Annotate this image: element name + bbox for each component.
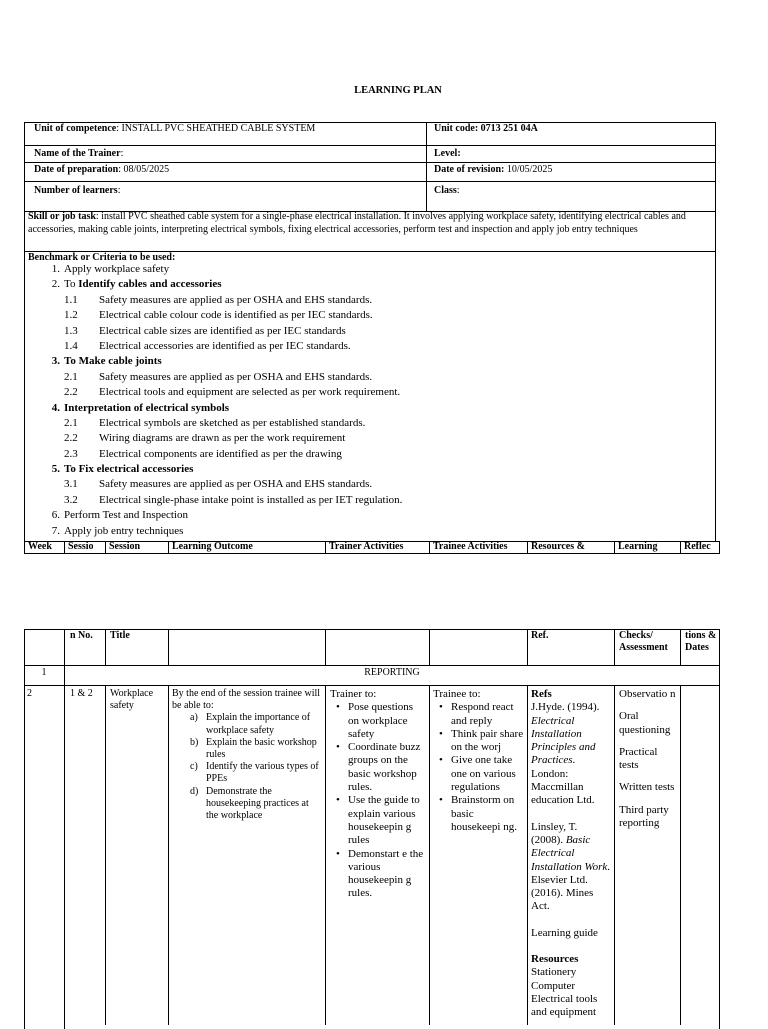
- date-of-preparation: Date of preparation: 08/05/2025: [34, 164, 170, 175]
- col-header-5: Trainer Activities: [329, 541, 404, 552]
- criteria-subitem: 3.1 Safety measures are applied as per OSHA and EHS standards.: [64, 478, 373, 491]
- skill-task: Skill or job task: install PVC sheathed cable system for a single-phase electrical installation. It involves applying workplace safety, identifying electrical cables and accessories, making cable joints, interpreting electrical symbols, fixing electrical accessories, perform test and inspection and apply job entry techniques: [28, 211, 686, 235]
- criteria-item: 3. To Make cable joints: [51, 355, 162, 368]
- reporting-week: 1: [41, 667, 47, 678]
- criteria-subitem: 2.1 Safety measures are applied as per OSHA and EHS standards.: [64, 370, 373, 383]
- row-checks: [619, 688, 679, 830]
- trainee-activity: • Think pair share on the worj: [437, 728, 525, 755]
- row-week: 2: [27, 688, 32, 699]
- row-trainee-activities: Trainee to: • Respond react and reply • Think pair share on the worj • Give one take one on various regulations • Brainstorm on basic housekeepi ng.: [433, 688, 525, 834]
- criteria-subitem: 1.4 Electrical accessories are identified as per IEC standards.: [64, 339, 351, 352]
- col-reflections-cont: tions & Dates: [685, 630, 717, 653]
- col-header-8: Learning: [618, 541, 658, 552]
- criteria-subitem: 2.3 Electrical components are identified as per the drawing: [64, 447, 342, 460]
- trainee-activity: • Brainstorm on basic housekeepi ng.: [437, 794, 525, 834]
- col-header-3: Session: [109, 541, 141, 552]
- unit-of-competence: Unit of competence: INSTALL PVC SHEATHED CABLE SYSTEM: [34, 123, 316, 134]
- number-of-learners: Number of learners:: [34, 185, 121, 196]
- learning-outcome-item: d) Demonstrate the housekeeping practices at the workplace: [190, 785, 309, 822]
- trainer-activity: • Pose questions on workplace safety: [334, 701, 425, 741]
- page-title: LEARNING PLAN: [354, 85, 442, 96]
- learning-outcome-item: a) Explain the importance of workplace safety: [190, 712, 311, 736]
- col-session-no-cont: n No.: [70, 630, 93, 641]
- col-header-6: Trainee Activities: [433, 541, 508, 552]
- row-trainer-activities: Trainer to: • Pose questions on workplace safety • Coordinate buzz groups on the basic workshop rules. • Use the guide to explain various housekeepin g rules • Demonstart e the various housekeepin g rules.: [330, 688, 425, 901]
- assessment-method: Third party reporting: [619, 803, 669, 830]
- col-ref-cont: Ref.: [531, 630, 549, 641]
- trainee-activity: • Respond react and reply: [437, 701, 525, 728]
- trainer-activity: • Use the guide to explain various housekeepin g rules: [334, 794, 425, 847]
- benchmark-list: [24, 262, 714, 539]
- assessment-method: Observatio n: [619, 688, 676, 700]
- unit-code: Unit code: 0713 251 04A: [434, 123, 538, 134]
- criteria-subitem: 1.1 Safety measures are applied as per OSHA and EHS standards.: [64, 293, 373, 306]
- col-checks-cont: Checks/ Assessment: [619, 630, 668, 653]
- trainee-activity: • Give one take one on various regulations: [437, 754, 525, 794]
- criteria-item: 4. Interpretation of electrical symbols: [51, 401, 230, 414]
- trainer-activity: • Demonstart e the various housekeepin g rules.: [334, 848, 425, 901]
- col-header-2: Sessio: [68, 541, 94, 552]
- assessment-method: Practical tests: [619, 745, 658, 772]
- criteria-subitem: 1.2 Electrical cable colour code is identified as per IEC standards.: [64, 309, 373, 322]
- criteria-subitem: 2.2 Electrical tools and equipment are selected as per work requirement.: [64, 386, 401, 399]
- col-header-4: Learning Outcome: [172, 541, 253, 552]
- criteria-item: 6. Perform Test and Inspection: [51, 509, 188, 522]
- row-title: Workplace safety: [110, 688, 154, 712]
- col-header-7: Resources &: [531, 541, 585, 552]
- assessment-method: Written tests: [619, 781, 675, 794]
- row-learning-outcome: By the end of the session trainee will be able to: a) Explain the importance of workplace safety b) Explain the basic workshop rules c) Identify the various types of PPEs d) Demonstrate the housekeeping practices at the workplace: [172, 688, 321, 822]
- criteria-subitem: 3.2 Electrical single-phase intake point is installed as per IET regulation.: [64, 493, 403, 506]
- criteria-subitem: 1.3 Electrical cable sizes are identified as per IEC standards: [64, 324, 346, 337]
- criteria-subitem: 2.2 Wiring diagrams are drawn as per the work requirement: [64, 432, 346, 445]
- trainer-activity: • Coordinate buzz groups on the basic workshop rules.: [334, 741, 425, 794]
- level: Level:: [434, 148, 461, 159]
- col-header-1: Week: [28, 541, 52, 552]
- row-resources: Refs J.Hyde. (1994). Electrical Installation Principles and Practices. London: Maccmillan education Ltd. Linsley, T. (2008). Basic Electrical Installation Work. Elsevier Ltd. (2016). Mines Act. Learning guide Resources Stationery Computer Electrical tools and equipment: [531, 688, 611, 1019]
- criteria-item: 5. To Fix electrical accessories: [51, 463, 194, 476]
- col-header-9: Reflec: [684, 541, 711, 552]
- criteria-item: 1. Apply workplace safety: [51, 263, 170, 275]
- reporting-label: REPORTING: [364, 667, 420, 678]
- learning-outcome-item: b) Explain the basic workshop rules: [190, 736, 317, 761]
- row-session: 1 & 2: [70, 688, 93, 699]
- criteria-item: 2. To Identify cables and accessories: [51, 278, 222, 291]
- class: Class:: [434, 185, 460, 196]
- col-title-cont: Title: [110, 630, 130, 641]
- benchmark-label: Benchmark or Criteria to be used:: [28, 252, 176, 263]
- learning-outcome-item: c) Identify the various types of PPEs: [190, 761, 319, 785]
- criteria-item: 7. Apply job entry techniques: [51, 524, 184, 537]
- date-of-revision: Date of revision: 10/05/2025: [434, 164, 553, 175]
- trainer-name: Name of the Trainer:: [34, 148, 124, 159]
- criteria-subitem: 2.1 Electrical symbols are sketched as per established standards.: [64, 416, 366, 429]
- assessment-method: Oral questioning: [619, 710, 671, 736]
